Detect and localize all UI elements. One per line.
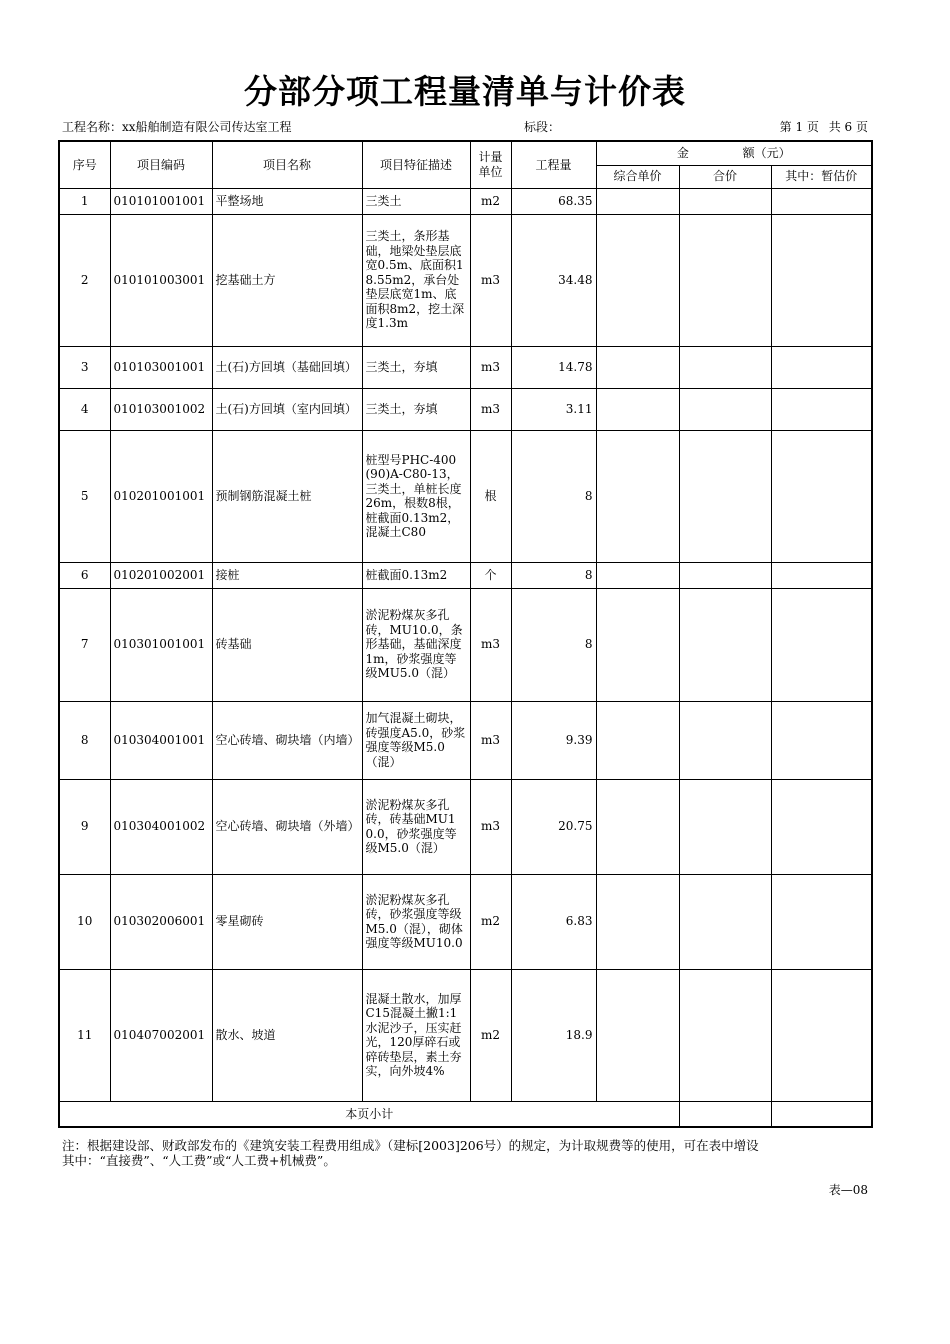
table-row [59,701,872,779]
cell-unit-price [596,346,679,388]
cell-unit-price [596,388,679,430]
cell-unit-price [596,701,679,779]
cell-total [679,214,771,346]
subtotal-estimate [771,1101,872,1127]
cell-total [679,430,771,562]
footnote [62,1138,759,1168]
project-name: 工程名称：xx船舶制造有限公司传达室工程 [62,120,292,134]
cell-qty: 8 [511,562,596,588]
cell-unit-price [596,214,679,346]
page-info [774,118,868,135]
cell-total [679,701,771,779]
cell-code: 010304001001 [110,701,212,779]
cell-unit-price [596,779,679,874]
cell-desc: 三类土，夯填 [362,388,470,430]
table-row [59,874,872,969]
header-unit-price: 综合单价 [596,165,679,188]
cell-seq: 10 [59,874,110,969]
cell-estimate [771,388,872,430]
header-amount [596,141,872,165]
cell-code: 010103001002 [110,388,212,430]
cell-total [679,562,771,588]
cell-total [679,588,771,701]
header-qty: 工程量 [511,141,596,188]
cell-total [679,346,771,388]
cell-seq: 6 [59,562,110,588]
cell-name: 接桩 [212,562,362,588]
cell-estimate [771,779,872,874]
header-unit [470,141,511,188]
header-estimate: 其中：暂估价 [771,165,872,188]
table-row [59,430,872,562]
cell-estimate [771,874,872,969]
cell-seq: 8 [59,701,110,779]
bill-table [58,140,873,1128]
cell-total [679,969,771,1101]
cell-seq: 1 [59,188,110,214]
cell-code: 010101003001 [110,214,212,346]
cell-unit: m3 [470,701,511,779]
cell-unit-price [596,562,679,588]
subtotal-row [59,1101,872,1127]
cell-estimate [771,214,872,346]
header-seq: 序号 [59,141,110,188]
cell-code: 010302006001 [110,874,212,969]
cell-desc: 桩截面0.13m2 [362,562,470,588]
section-label: 标段： [524,120,561,134]
cell-seq: 5 [59,430,110,562]
cell-qty: 8 [511,588,596,701]
cell-name: 空心砖墙、砌块墙（外墙） [212,779,362,874]
cell-desc: 三类土，夯填 [362,346,470,388]
cell-unit: m2 [470,969,511,1101]
cell-seq: 3 [59,346,110,388]
cell-unit-price [596,188,679,214]
cell-qty: 9.39 [511,701,596,779]
cell-estimate [771,430,872,562]
page-current: 第 1 页 [779,120,819,134]
cell-desc: 桩型号PHC-400(90)A-C80-13，三类土，单桩长度26m，根数8根，桩截面0.13m2，混凝土C80 [362,430,470,562]
cell-name: 零星砌砖 [212,874,362,969]
cell-unit: m3 [470,779,511,874]
cell-qty: 6.83 [511,874,596,969]
table-row [59,214,872,346]
header-total: 合价 [679,165,771,188]
cell-desc: 淤泥粉煤灰多孔砖，砖基础MU10.0，砂浆强度等级M5.0（混） [362,779,470,874]
cell-qty: 18.9 [511,969,596,1101]
cell-code: 010201001001 [110,430,212,562]
header-unit-line1: 计量 [478,150,503,165]
cell-unit-price [596,588,679,701]
cell-code: 010101001001 [110,188,212,214]
cell-code: 010201002001 [110,562,212,588]
cell-name: 土(石)方回填（基础回填） [212,346,362,388]
cell-estimate [771,346,872,388]
page-title: 分部分项工程量清单与计价表 [244,72,686,111]
cell-code: 010301001001 [110,588,212,701]
cell-qty: 3.11 [511,388,596,430]
cell-seq: 4 [59,388,110,430]
footnote-line2: 其中：“直接费”、“人工费”或“人工费+机械费”。 [62,1153,336,1168]
cell-name: 平整场地 [212,188,362,214]
cell-desc: 三类土，条形基础，地梁处垫层底宽0.5m、底面积18.55m2，承台处垫层底宽1m、底面积8m2，挖土深度1.3m [362,214,470,346]
table-row [59,779,872,874]
cell-estimate [771,969,872,1101]
cell-unit-price [596,874,679,969]
page-total: 共 6 页 [828,120,868,134]
cell-estimate [771,188,872,214]
subtotal-total [679,1101,771,1127]
cell-unit: m3 [470,346,511,388]
cell-unit-price [596,969,679,1101]
cell-name: 散水、坡道 [212,969,362,1101]
cell-unit: 个 [470,562,511,588]
form-code: 表—08 [828,1183,868,1197]
cell-unit: m3 [470,588,511,701]
cell-qty: 14.78 [511,346,596,388]
table-row [59,388,872,430]
table-row [59,562,872,588]
footnote-line1: 注：根据建设部、财政部发布的《建筑安装工程费用组成》（建标[2003]206号）的规定，为计取规费等的使用，可在表中增设 [62,1138,759,1153]
cell-qty: 20.75 [511,779,596,874]
table-row [59,346,872,388]
cell-code: 010304001002 [110,779,212,874]
cell-seq: 7 [59,588,110,701]
cell-estimate [771,562,872,588]
subtotal-label: 本页小计 [59,1101,679,1127]
cell-name: 预制钢筋混凝土桩 [212,430,362,562]
cell-name: 砖基础 [212,588,362,701]
cell-name: 空心砖墙、砌块墙（内墙） [212,701,362,779]
header-amount-a: 金 [676,146,689,160]
cell-total [679,779,771,874]
cell-name: 土(石)方回填（室内回填） [212,388,362,430]
cell-qty: 68.35 [511,188,596,214]
cell-total [679,874,771,969]
cell-desc: 加气混凝土砌块，砖强度A5.0，砂浆强度等级M5.0（混） [362,701,470,779]
cell-unit: 根 [470,430,511,562]
header-name: 项目名称 [212,141,362,188]
cell-desc: 淤泥粉煤灰多孔砖，砂浆强度等级M5.0（混），砌体强度等级MU10.0 [362,874,470,969]
cell-total [679,388,771,430]
cell-estimate [771,588,872,701]
cell-estimate [771,701,872,779]
cell-unit: m2 [470,188,511,214]
header-code: 项目编码 [110,141,212,188]
cell-unit-price [596,430,679,562]
cell-qty: 34.48 [511,214,596,346]
cell-seq: 11 [59,969,110,1101]
cell-seq: 2 [59,214,110,346]
cell-unit: m3 [470,214,511,346]
cell-qty: 8 [511,430,596,562]
cell-code: 010407002001 [110,969,212,1101]
cell-total [679,188,771,214]
table-row [59,188,872,214]
cell-seq: 9 [59,779,110,874]
header-unit-line2: 单位 [478,164,503,179]
cell-unit: m2 [470,874,511,969]
cell-desc: 三类土 [362,188,470,214]
cell-desc: 混凝土散水，加厚C15混凝土撇1:1水泥沙子，压实赶光，120厚碎石或碎砖垫层，素土夯实，向外坡4% [362,969,470,1101]
header-amount-b: 额（元） [742,146,791,160]
table-row [59,969,872,1101]
cell-code: 010103001001 [110,346,212,388]
cell-name: 挖基础土方 [212,214,362,346]
table-row [59,588,872,701]
cell-desc: 淤泥粉煤灰多孔砖，MU10.0，条形基础，基础深度1m，砂浆强度等级MU5.0（混） [362,588,470,701]
cell-unit: m3 [470,388,511,430]
header-desc: 项目特征描述 [362,141,470,188]
